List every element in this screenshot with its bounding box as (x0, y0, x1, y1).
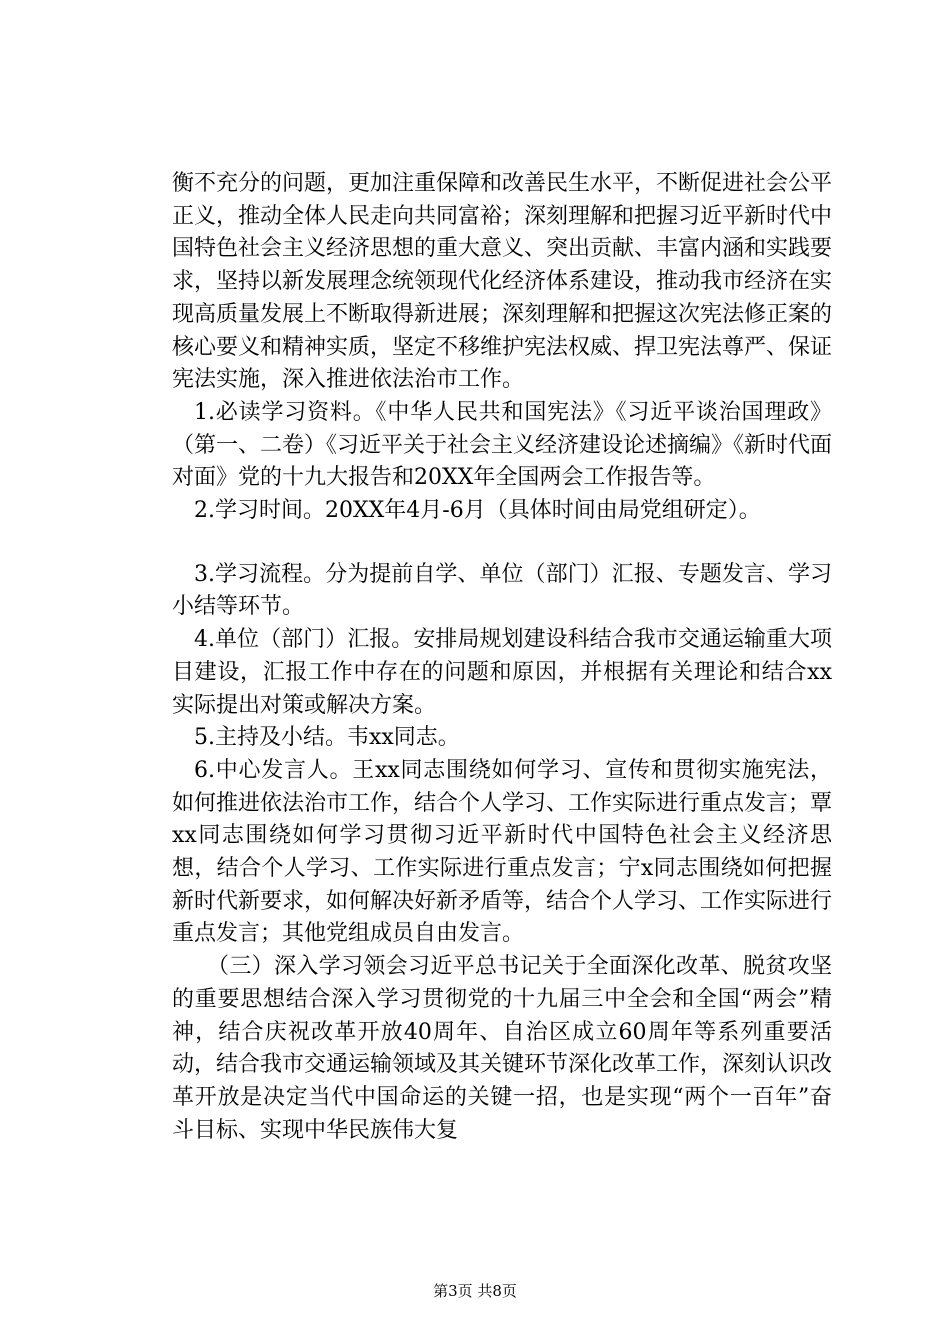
paragraph-item-2: 2.学习时间。20XX年4月-6月（具体时间由局党组研定）。 (194, 498, 761, 524)
paragraph-item-6: 6.中心发言人。王xx同志围绕如何学习、宣传和贯彻实施宪法，如何推进依法治市工作，结合个人学习、工作实际进行重点发言；覃xx同志围绕如何学习贯彻习近平新时代中国特色社会主义经济思想，结合个人学习、工作实际进行重点发言；宁x同志围绕如何把握新时代新要求，如何解决好新矛盾等，结合个人学习、工作实际进行重点发言；其他党组成员自由发言。 (172, 757, 833, 947)
paragraph-item-3: 3.学习流程。分为提前自学、单位（部门）汇报、专题发言、学习小结等环节。 (172, 561, 832, 620)
paragraph-item-5: 5.主持及小结。韦xx同志。 (194, 725, 460, 751)
paragraph-item-1: 1.必读学习资料。《中华人民共和国宪法》《习近平谈治国理政》（第一、二卷）《习近平关于社会主义经济建设论述摘编》《新时代面对面》党的十九大报告和20XX年全国两会工作报告等。 (172, 399, 833, 491)
document-body (172, 168, 832, 1147)
paragraph-intro: 衡不充分的问题，更加注重保障和改善民生水平，不断促进社会公平正义，推动全体人民走向共同富裕；深刻理解和把握习近平新时代中国特色社会主义经济思想的重大意义、突出贡献、丰富内涵和实践要求，坚持以新发展理念统领现代化经济体系建设，推动我市经济在实现高质量发展上不断取得新进展；深刻理解和把握这次宪法修正案的核心要义和精神实质，坚定不移维护宪法权威、捍卫宪法尊严、保证宪法实施，深入推进依法治市工作。 (172, 171, 833, 393)
paragraph-item-4: 4.单位（部门）汇报。安排局规划建设科结合我市交通运输重大项目建设，汇报工作中存在的问题和原因，并根据有关理论和结合xx实际提出对策或解决方案。 (172, 627, 832, 718)
paragraph-section-3: （三）深入学习领会习近平总书记关于全面深化改革、脱贫攻坚的重要思想结合深入学习贯彻党的十九届三中全会和全国“两会”精神，结合庆祝改革开放40周年、自治区成立60周年等系列重要活动，结合我市交通运输领域及其关键环节深化改革工作，深刻认识改革开放是决定当代中国命运的关键一招，也是实现“两个一百年”奋斗目标、实现中华民族伟大复 (172, 954, 833, 1143)
page-footer: 第3页 共8页 (433, 1282, 517, 1300)
